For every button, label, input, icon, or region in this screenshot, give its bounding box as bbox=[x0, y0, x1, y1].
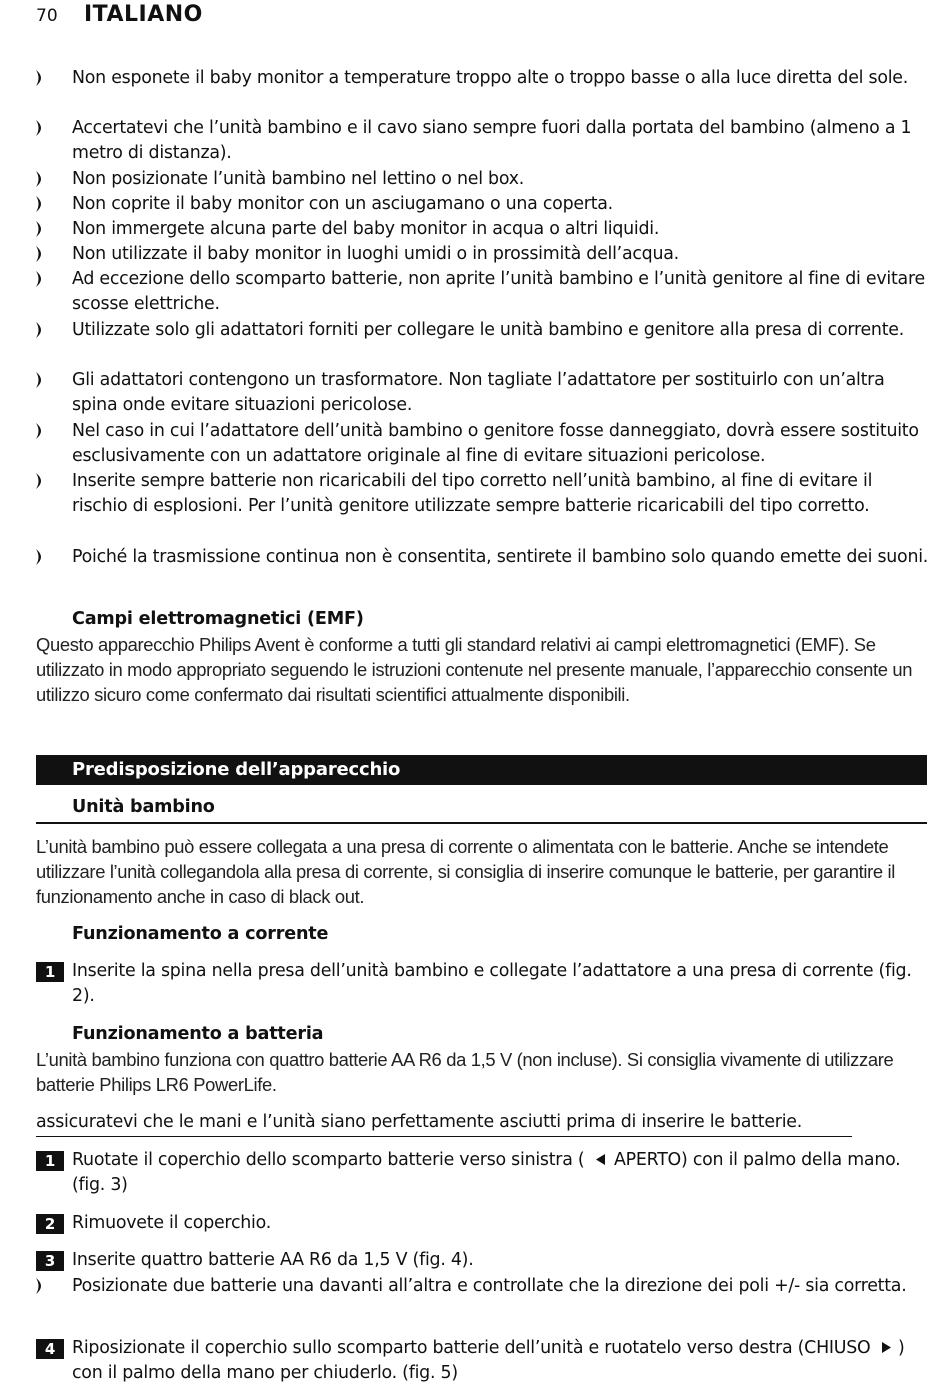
battery-step-3-bullet: Posizionate due batterie una davanti all’altra e controllate che la direzione dei poli +/- sia corretta. bbox=[72, 1274, 932, 1299]
battery-step-4: 4 Riposizionate il coperchio sullo scomparto batterie dell’unità e ruotatelo verso destra (CHIUSO ) con il palmo della mano per chiuderlo. (fig. 5) bbox=[72, 1336, 932, 1386]
safety-bullet: Non esponete il baby monitor a temperature troppo alte o troppo basse o alla luce diretta del sole. bbox=[72, 66, 932, 91]
unit-intro: L’unità bambino può essere collegata a una presa di corrente o alimentata con le batterie. Anche se intendete utilizzare l’unità collegandola alla presa di corrente, si consiglia di inserire comunque le batterie, per garantire il funzionamento anche in caso di black out. bbox=[36, 836, 895, 908]
battery-intro: L’unità bambino funziona con quattro batterie AA R6 da 1,5 V (non incluse). Si consiglia vivamente di utilizzare batterie Philips LR6 PowerLife. bbox=[36, 1049, 894, 1096]
safety-bullet: Utilizzate solo gli adattatori forniti per collegare le unità bambino e genitore alla presa di corrente. bbox=[72, 318, 932, 343]
battery-step-1: 1 Ruotate il coperchio dello scomparto batterie verso sinistra ( APERTO) con il palmo della mano. (fig. 3) bbox=[72, 1148, 932, 1198]
bullet-icon bbox=[36, 70, 46, 86]
step-number: 1 bbox=[36, 962, 64, 982]
battery-warning: assicuratevi che le mani e l’unità siano perfettamente asciutti prima di inserire le batterie. bbox=[36, 1110, 852, 1137]
safety-bullet: Non posizionate l’unità bambino nel lettino o nel box. bbox=[72, 167, 932, 192]
bullet-icon bbox=[36, 171, 46, 187]
section-divider bbox=[36, 822, 927, 824]
battery-step-2: 2 Rimuovete il coperchio. bbox=[72, 1211, 932, 1236]
battery-title: Funzionamento a batteria bbox=[72, 1024, 324, 1044]
safety-bullet: Ad eccezione dello scomparto batterie, non aprite l’unità bambino e l’unità genitore al fine di evitare scosse elettriche. bbox=[72, 267, 932, 317]
safety-bullet: Non utilizzate il baby monitor in luoghi umidi o in prossimità dell’acqua. bbox=[72, 242, 932, 267]
bullet-icon bbox=[36, 221, 46, 237]
step-number: 1 bbox=[36, 1151, 64, 1171]
bullet-icon bbox=[36, 120, 46, 136]
page-header bbox=[36, 2, 203, 28]
emf-title: Campi elettromagnetici (EMF) bbox=[72, 609, 364, 629]
bullet-icon bbox=[36, 372, 46, 388]
safety-bullet: Non immergete alcuna parte del baby monitor in acqua o altri liquidi. bbox=[72, 217, 932, 242]
safety-bullet: Accertatevi che l’unità bambino e il cavo siano sempre fuori dalla portata del bambino (almeno a 1 metro di distanza). bbox=[72, 116, 932, 166]
safety-bullet: Inserite sempre batterie non ricaricabili del tipo corretto nell’unità bambino, al fine di evitare il rischio di esplosioni. Per l’unità genitore utilizzate sempre batterie ricaricabili del tipo corretto. bbox=[72, 469, 932, 519]
safety-bullet: Poiché la trasmissione continua non è consentita, sentirete il bambino solo quando emette dei suoni. bbox=[72, 545, 932, 570]
emf-text: Questo apparecchio Philips Avent è conforme a tutti gli standard relativi ai campi elettromagnetici (EMF). Se utilizzato in modo appropriato seguendo le istruzioni contenute nel presente manuale, l’apparecchio consente un utilizzo sicuro come confermato dai risultati scientifici attualmente disponibili. bbox=[36, 634, 913, 706]
section-title-bar: Predisposizione dell’apparecchio bbox=[36, 755, 927, 785]
mains-step-1: 1 Inserite la spina nella presa dell’unità bambino e collegate l’adattatore a una presa di corrente (fig. 2). bbox=[72, 959, 932, 1009]
step-number: 3 bbox=[36, 1251, 64, 1271]
arrow-left-icon bbox=[596, 1154, 606, 1165]
step-number: 4 bbox=[36, 1339, 64, 1359]
bullet-icon bbox=[36, 423, 46, 439]
mains-title: Funzionamento a corrente bbox=[72, 924, 329, 944]
language-title: ITALIANO bbox=[84, 2, 203, 27]
page-number: 70 bbox=[36, 6, 58, 26]
bullet-icon bbox=[36, 549, 46, 565]
bullet-icon bbox=[36, 246, 46, 262]
bullet-icon bbox=[36, 1278, 46, 1294]
unit-title: Unità bambino bbox=[72, 797, 215, 817]
battery-step-3: 3 Inserite quattro batterie AA R6 da 1,5 V (fig. 4). bbox=[72, 1248, 932, 1273]
safety-bullet: Non coprite il baby monitor con un asciugamano o una coperta. bbox=[72, 192, 932, 217]
safety-bullet: Nel caso in cui l’adattatore dell’unità bambino o genitore fosse danneggiato, dovrà essere sostituito esclusivamente con un adattatore originale al fine di evitare situazioni pericolose. bbox=[72, 419, 932, 469]
bullet-icon bbox=[36, 271, 46, 287]
bullet-icon bbox=[36, 322, 46, 338]
safety-bullet: Gli adattatori contengono un trasformatore. Non tagliate l’adattatore per sostituirlo con un’altra spina onde evitare situazioni pericolose. bbox=[72, 368, 932, 418]
arrow-right-icon bbox=[881, 1342, 891, 1353]
step-number: 2 bbox=[36, 1214, 64, 1234]
bullet-icon bbox=[36, 473, 46, 489]
bullet-icon bbox=[36, 196, 46, 212]
